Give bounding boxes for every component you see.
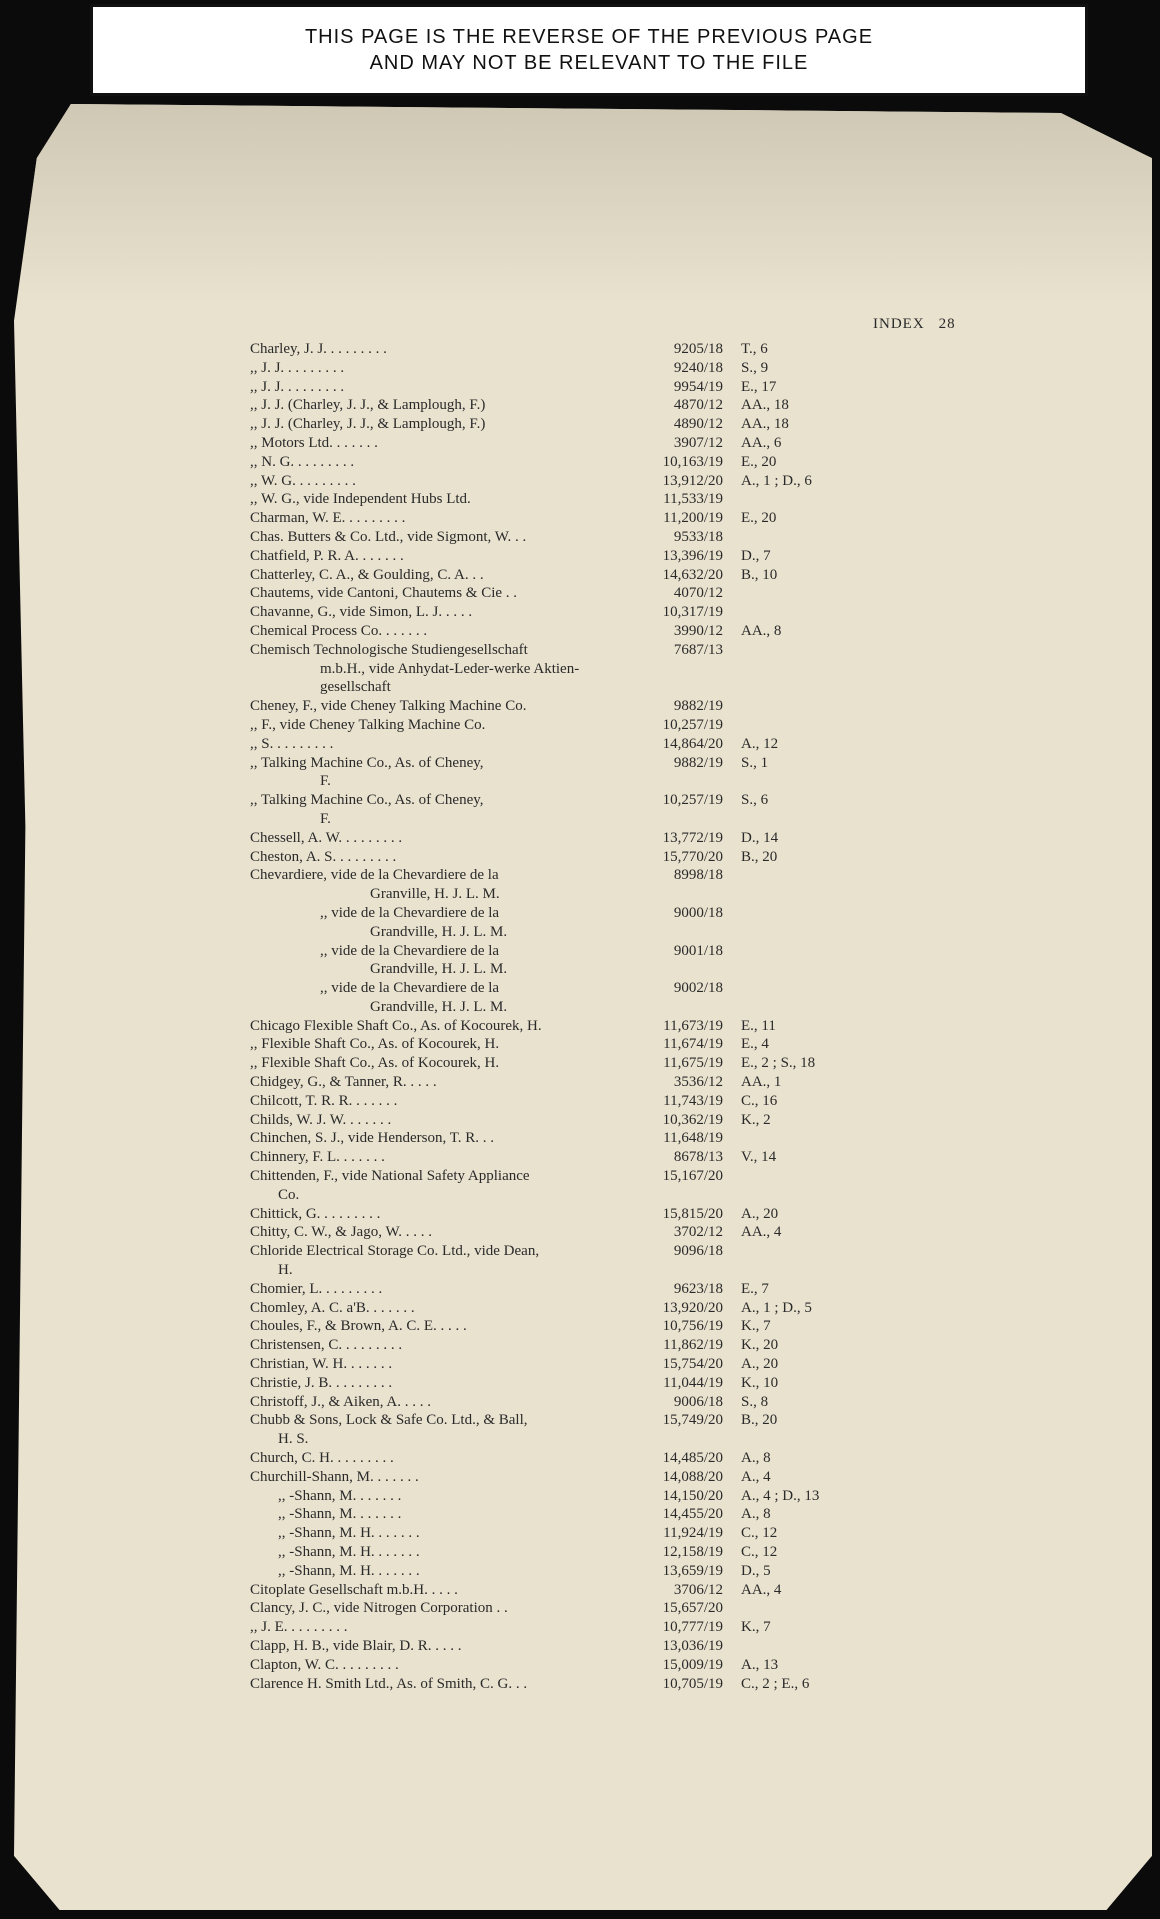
entry-name: gesellschaft [320, 679, 391, 696]
index-entry [250, 904, 870, 923]
index-entry [250, 528, 870, 547]
index-entry [250, 1261, 870, 1280]
entry-reference: K., 10 [741, 1374, 779, 1391]
entry-name: Chidgey, G., & Tanner, R. . . . . [250, 1074, 437, 1091]
entry-name: Grandville, H. J. L. M. [370, 923, 508, 940]
entry-reference [733, 1167, 853, 1186]
index-entry [250, 1054, 870, 1073]
entry-number: 13,396/19 [662, 547, 723, 564]
index-entry [250, 603, 870, 622]
entry-reference: AA., 6 [741, 434, 782, 451]
entry-reference: K., 2 [741, 1111, 771, 1128]
entry-number: 10,362/19 [662, 1111, 723, 1128]
entry-number: 11,648/19 [663, 1130, 723, 1147]
entry-name: ,, vide de la Chevardiere de la [320, 904, 500, 921]
entry-reference: AA., 18 [741, 397, 789, 414]
entry-number: 13,912/20 [662, 472, 723, 489]
entry-reference: AA., 8 [741, 622, 782, 639]
entry-number: 3702/12 [673, 1224, 723, 1241]
entry-name: ,, S. . . . . . . . . [250, 735, 334, 752]
index-entry [250, 1430, 870, 1449]
entry-reference [733, 697, 853, 716]
page-header [873, 316, 956, 333]
index-entry [250, 1656, 870, 1675]
entry-number: 9240/18 [673, 359, 723, 376]
index-entry [250, 378, 870, 397]
index-entry [250, 453, 870, 472]
entry-number: 4070/12 [673, 585, 723, 602]
entry-reference: A., 1 ; D., 5 [741, 1299, 812, 1316]
entry-reference [733, 528, 853, 547]
entry-name: ,, Flexible Shaft Co., As. of Kocourek, H. [250, 1055, 500, 1072]
index-entry [250, 791, 870, 810]
entry-number [635, 660, 723, 679]
entry-reference [733, 1186, 853, 1205]
entry-number: 13,036/19 [662, 1637, 723, 1654]
entry-reference: AA., 4 [741, 1224, 782, 1241]
entry-reference: A., 13 [741, 1656, 779, 1673]
entry-number: 11,533/19 [663, 491, 723, 508]
entry-reference: C., 16 [741, 1092, 778, 1109]
entry-reference: E., 7 [741, 1280, 769, 1297]
entry-number: 11,200/19 [663, 510, 723, 527]
entry-name: Granville, H. J. L. M. [370, 886, 500, 903]
index-entry [250, 754, 870, 773]
entry-name: ,, -Shann, M. H. . . . . . . [278, 1525, 420, 1542]
entry-number: 11,673/19 [663, 1017, 723, 1034]
entry-reference [733, 641, 853, 660]
entry-name: ,, -Shann, M. H. . . . . . . [278, 1562, 420, 1579]
entry-number [635, 885, 723, 904]
entry-number: 9533/18 [673, 528, 723, 545]
index-entry [250, 547, 870, 566]
entry-reference: A., 1 ; D., 6 [741, 472, 812, 489]
index-entry [250, 1599, 870, 1618]
entry-name: Chitty, C. W., & Jago, W. . . . . [250, 1224, 432, 1241]
index-entry [250, 1092, 870, 1111]
index-entry [250, 1280, 870, 1299]
index-entry [250, 1411, 870, 1430]
entry-name: F. [320, 773, 331, 790]
index-entry [250, 1129, 870, 1148]
entry-number: 9096/18 [673, 1243, 723, 1260]
entry-name: Chavanne, G., vide Simon, L. J. . . . . [250, 604, 473, 621]
entry-number: 14,485/20 [662, 1450, 723, 1467]
entry-name: ,, vide de la Chevardiere de la [320, 980, 500, 997]
entry-number [635, 678, 723, 697]
index-entry [250, 1618, 870, 1637]
entry-name: ,, -Shann, M. . . . . . . [278, 1487, 402, 1504]
entry-name: H. [278, 1262, 293, 1279]
entry-name: ,, J. E. . . . . . . . . [250, 1619, 348, 1636]
entry-name: Chomier, L. . . . . . . . . [250, 1280, 383, 1297]
entry-number: 9001/18 [673, 942, 723, 959]
entry-number: 10,163/19 [662, 453, 723, 470]
entry-name: ,, J. J. (Charley, J. J., & Lamplough, F.) [250, 397, 486, 414]
entry-reference: AA., 4 [741, 1581, 782, 1598]
entry-reference: K., 7 [741, 1619, 771, 1636]
entry-number: 12,158/19 [662, 1544, 723, 1560]
entry-number: 9623/18 [673, 1280, 723, 1297]
index-entry [250, 660, 870, 679]
index-entry [250, 1111, 870, 1130]
entry-reference: C., 2 ; E., 6 [741, 1675, 810, 1692]
entry-number: 3990/12 [673, 622, 723, 639]
entry-reference: S., 9 [741, 359, 769, 376]
entry-name: Chittick, G. . . . . . . . . [250, 1205, 381, 1222]
index-entry [250, 1317, 870, 1336]
entry-number: 10,257/19 [662, 792, 723, 809]
entry-name: ,, Talking Machine Co., As. of Cheney, [250, 792, 484, 809]
index-entry [250, 1205, 870, 1224]
entry-name: Chatfield, P. R. A. . . . . . . [250, 547, 404, 564]
entry-name: Churchill-Shann, M. . . . . . . [250, 1468, 419, 1485]
entry-reference: A., 20 [741, 1356, 779, 1373]
entry-reference: A., 8 [741, 1506, 771, 1523]
index-entry [250, 1336, 870, 1355]
entry-reference: AA., 18 [741, 416, 789, 433]
entry-number: 4890/12 [673, 416, 723, 433]
entry-reference [733, 1430, 853, 1449]
index-entry [250, 1449, 870, 1468]
entry-reference [733, 1261, 853, 1280]
entry-name: Cheston, A. S. . . . . . . . . [250, 848, 397, 865]
entry-number [635, 810, 723, 829]
entry-reference: E., 11 [741, 1017, 776, 1034]
entry-reference: B., 10 [741, 566, 778, 583]
index-entry [250, 923, 870, 942]
entry-number: 15,815/20 [662, 1205, 723, 1222]
entry-reference: S., 8 [741, 1393, 769, 1410]
index-entry [250, 885, 870, 904]
entry-number: 14,088/20 [662, 1468, 723, 1485]
entry-number: 11,044/19 [663, 1374, 723, 1391]
index-entry [250, 979, 870, 998]
entry-reference: C., 12 [741, 1525, 778, 1542]
index-entry [250, 697, 870, 716]
entry-number: 10,705/19 [662, 1675, 723, 1692]
entry-name: Grandville, H. J. L. M. [370, 961, 508, 978]
entry-reference: A., 4 [741, 1468, 771, 1485]
entry-name: Chilcott, T. R. R. . . . . . . [250, 1092, 398, 1109]
entry-reference: B., 20 [741, 848, 778, 865]
entry-reference [733, 678, 853, 697]
entry-name: ,, -Shann, M. . . . . . . [278, 1506, 402, 1523]
entry-name: Chicago Flexible Shaft Co., As. of Kocourek, H. [250, 1017, 542, 1034]
entry-name: Christian, W. H. . . . . . . [250, 1356, 393, 1373]
entry-reference: E., 20 [741, 453, 777, 470]
entry-reference [733, 885, 853, 904]
entry-number: 15,009/19 [662, 1656, 723, 1673]
entry-number [635, 1186, 723, 1205]
entry-reference: S., 6 [741, 792, 769, 809]
index-entry [250, 641, 870, 660]
entry-name: Christensen, C. . . . . . . . . [250, 1337, 403, 1354]
entry-name: Chas. Butters & Co. Ltd., vide Sigmont, W. . . [250, 528, 527, 545]
entry-number: 9882/19 [673, 754, 723, 771]
entry-number: 14,864/20 [662, 735, 723, 752]
entry-reference [733, 1637, 853, 1656]
entry-name: Grandville, H. J. L. M. [370, 998, 508, 1015]
entry-number: 9002/18 [673, 980, 723, 997]
entry-name: Christoff, J., & Aiken, A. . . . . [250, 1393, 431, 1410]
entry-name: Chessell, A. W. . . . . . . . . [250, 829, 403, 846]
entry-reference [733, 810, 853, 829]
entry-number: 10,756/19 [662, 1318, 723, 1335]
index-entry [250, 735, 870, 754]
entry-name: ,, J. J. (Charley, J. J., & Lamplough, F.) [250, 416, 486, 433]
index-entry [250, 1505, 870, 1524]
index-entry [250, 622, 870, 641]
entry-reference: K., 7 [741, 1318, 771, 1335]
entry-number: 14,455/20 [662, 1506, 723, 1523]
index-entry [250, 1374, 870, 1393]
entry-number: 11,675/19 [663, 1055, 723, 1072]
entry-number: 15,167/20 [662, 1168, 723, 1185]
entry-number: 3536/12 [673, 1074, 723, 1091]
entry-reference: A., 4 ; D., 13 [741, 1487, 820, 1504]
entry-name: Chomley, A. C. a'B. . . . . . . [250, 1299, 415, 1316]
index-entry [250, 1167, 870, 1186]
index-entry [250, 1581, 870, 1600]
index-label: INDEX [873, 316, 925, 332]
index-entry [250, 810, 870, 829]
index-entry [250, 1242, 870, 1261]
entry-number: 11,674/19 [663, 1036, 723, 1053]
entry-name: Citoplate Gesellschaft m.b.H. . . . . [250, 1581, 458, 1598]
entry-reference [733, 904, 853, 923]
entry-reference [733, 942, 853, 961]
entry-name: Chemical Process Co. . . . . . . [250, 622, 428, 639]
index-entry [250, 942, 870, 961]
entry-name: ,, -Shann, M. H. . . . . . . [278, 1544, 420, 1560]
index-entry [250, 1223, 870, 1242]
entry-number: 10,257/19 [662, 716, 723, 733]
entry-reference [733, 660, 853, 679]
entry-reference: D., 7 [741, 547, 771, 564]
index-entry [250, 472, 870, 491]
index-entry [250, 1073, 870, 1092]
entry-number: 11,862/19 [663, 1337, 723, 1354]
entry-reference [733, 603, 853, 622]
index-entry [250, 1543, 870, 1562]
entry-name: Chatterley, C. A., & Goulding, C. A. . . [250, 566, 484, 583]
entry-reference: E., 17 [741, 378, 777, 395]
entry-name: ,, J. J. . . . . . . . . [250, 378, 345, 395]
index-entry [250, 584, 870, 603]
entry-reference [733, 866, 853, 885]
entry-reference: E., 2 ; S., 18 [741, 1055, 816, 1072]
entry-name: m.b.H., vide Anhydat-Leder-werke Aktien- [320, 660, 580, 677]
notice-line-2: AND MAY NOT BE RELEVANT TO THE FILE [369, 52, 809, 74]
entry-number: 15,749/20 [662, 1412, 723, 1429]
entry-number: 15,754/20 [662, 1356, 723, 1373]
index-entry [250, 998, 870, 1017]
entry-name: Chautems, vide Cantoni, Chautems & Cie . . [250, 585, 518, 602]
index-entry [250, 1524, 870, 1543]
entry-name: ,, Talking Machine Co., As. of Cheney, [250, 754, 484, 771]
index-entry [250, 359, 870, 378]
notice-banner [90, 4, 1088, 96]
entry-reference: A., 20 [741, 1205, 779, 1222]
index-entry [250, 566, 870, 585]
entry-number: 15,657/20 [662, 1600, 723, 1617]
entry-reference: D., 5 [741, 1562, 771, 1579]
index-entry [250, 772, 870, 791]
entry-number [635, 923, 723, 942]
index-entry [250, 434, 870, 453]
entry-number: 11,924/19 [663, 1525, 723, 1542]
entry-name: Co. [278, 1186, 300, 1203]
entry-name: Chubb & Sons, Lock & Safe Co. Ltd., & Ball, [250, 1412, 528, 1429]
entry-reference: B., 20 [741, 1412, 778, 1429]
entry-name: Clapp, H. B., vide Blair, D. R. . . . . [250, 1637, 462, 1654]
entry-number [635, 998, 723, 1017]
entry-name: Childs, W. J. W. . . . . . . [250, 1111, 392, 1128]
entry-name: ,, Motors Ltd. . . . . . . [250, 434, 378, 451]
entry-number: 9000/18 [673, 904, 723, 921]
entry-reference [733, 960, 853, 979]
index-entry [250, 1637, 870, 1656]
index-entry [250, 678, 870, 697]
entry-number: 3706/12 [673, 1581, 723, 1598]
entry-reference [733, 1242, 853, 1261]
entry-name: H. S. [278, 1431, 309, 1448]
entry-reference [733, 772, 853, 791]
page-number: 28 [938, 316, 956, 332]
index-entry [250, 415, 870, 434]
entry-reference [733, 1599, 853, 1618]
entry-name: Choules, F., & Brown, A. C. E. . . . . [250, 1318, 467, 1335]
entry-number: 13,920/20 [662, 1299, 723, 1316]
index-entry [250, 1355, 870, 1374]
entry-number: 10,777/19 [662, 1619, 723, 1636]
index-entry [250, 1393, 870, 1412]
entry-name: Church, C. H. . . . . . . . . [250, 1450, 394, 1467]
index-entry [250, 490, 870, 509]
index-entry [250, 1148, 870, 1167]
entry-reference: T., 6 [741, 341, 768, 357]
entry-name: Clapton, W. C. . . . . . . . . [250, 1656, 399, 1673]
entry-number [635, 960, 723, 979]
entry-number: 8998/18 [673, 867, 723, 884]
index-entry [250, 716, 870, 735]
index-entry [250, 1035, 870, 1054]
index-entry [250, 1468, 870, 1487]
entry-name: Charman, W. E. . . . . . . . . [250, 510, 406, 527]
entry-number: 9882/19 [673, 698, 723, 715]
entry-name: Clancy, J. C., vide Nitrogen Corporation . . [250, 1600, 508, 1617]
entry-reference: C., 12 [741, 1544, 778, 1560]
entry-name: Chloride Electrical Storage Co. Ltd., vide Dean, [250, 1243, 540, 1260]
entry-name: Clarence H. Smith Ltd., As. of Smith, C. G. . . [250, 1675, 528, 1692]
entry-name: ,, vide de la Chevardiere de la [320, 942, 500, 959]
entry-name: ,, W. G., vide Independent Hubs Ltd. [250, 491, 471, 508]
entry-name: Chittenden, F., vide National Safety Appliance [250, 1168, 530, 1185]
index-entry-list [250, 340, 870, 1693]
entry-name: Christie, J. B. . . . . . . . . [250, 1374, 393, 1391]
entry-number [635, 772, 723, 791]
index-entry [250, 866, 870, 885]
entry-reference [733, 584, 853, 603]
entry-reference: E., 20 [741, 510, 777, 527]
entry-name: F. [320, 810, 331, 827]
entry-name: ,, J. J. . . . . . . . . [250, 359, 345, 376]
entry-number: 9006/18 [673, 1393, 723, 1410]
index-entry [250, 509, 870, 528]
index-entry [250, 960, 870, 979]
entry-number: 10,317/19 [662, 604, 723, 621]
index-entry [250, 340, 870, 359]
index-entry [250, 848, 870, 867]
entry-name: ,, N. G. . . . . . . . . [250, 453, 355, 470]
entry-name: Chevardiere, vide de la Chevardiere de la [250, 867, 499, 884]
entry-reference [733, 716, 853, 735]
entry-number: 9954/19 [673, 378, 723, 395]
entry-reference: K., 20 [741, 1337, 779, 1354]
entry-reference [733, 979, 853, 998]
entry-number: 3907/12 [673, 434, 723, 451]
entry-number: 14,632/20 [662, 566, 723, 583]
entry-number [635, 1430, 723, 1449]
entry-reference: S., 1 [741, 754, 769, 771]
entry-name: ,, F., vide Cheney Talking Machine Co. [250, 716, 486, 733]
entry-number: 14,150/20 [662, 1487, 723, 1504]
entry-number: 15,770/20 [662, 848, 723, 865]
entry-number [635, 1261, 723, 1280]
entry-name: ,, W. G. . . . . . . . . [250, 472, 356, 489]
entry-number: 7687/13 [673, 641, 723, 658]
entry-number: 4870/12 [673, 397, 723, 414]
entry-reference [733, 1129, 853, 1148]
index-entry [250, 396, 870, 415]
entry-number: 9205/18 [673, 341, 723, 357]
entry-reference: A., 12 [741, 735, 779, 752]
entry-name: ,, Flexible Shaft Co., As. of Kocourek, H. [250, 1036, 500, 1053]
entry-number: 13,772/19 [662, 829, 723, 846]
index-entry [250, 1017, 870, 1036]
entry-reference: V., 14 [741, 1149, 777, 1166]
index-entry [250, 1299, 870, 1318]
entry-reference [733, 998, 853, 1017]
entry-reference [733, 923, 853, 942]
index-entry [250, 1487, 870, 1506]
index-entry [250, 1675, 870, 1694]
entry-name: Chemisch Technologische Studiengesellschaft [250, 641, 528, 658]
notice-line-1: THIS PAGE IS THE REVERSE OF THE PREVIOUS PAGE [304, 26, 874, 48]
entry-reference: E., 4 [741, 1036, 769, 1053]
entry-name: Cheney, F., vide Cheney Talking Machine Co. [250, 698, 527, 715]
entry-name: Charley, J. J. . . . . . . . . [250, 341, 387, 357]
entry-name: Chinchen, S. J., vide Henderson, T. R. . . [250, 1130, 495, 1147]
index-entry [250, 829, 870, 848]
entry-reference: D., 14 [741, 829, 779, 846]
entry-number: 8678/13 [673, 1149, 723, 1166]
entry-reference: AA., 1 [741, 1074, 782, 1091]
index-entry [250, 1186, 870, 1205]
entry-reference: A., 8 [741, 1450, 771, 1467]
entry-number: 13,659/19 [662, 1562, 723, 1579]
entry-reference [733, 490, 853, 509]
entry-name: Chinnery, F. L. . . . . . . [250, 1149, 385, 1166]
index-entry [250, 1562, 870, 1581]
entry-number: 11,743/19 [663, 1092, 723, 1109]
